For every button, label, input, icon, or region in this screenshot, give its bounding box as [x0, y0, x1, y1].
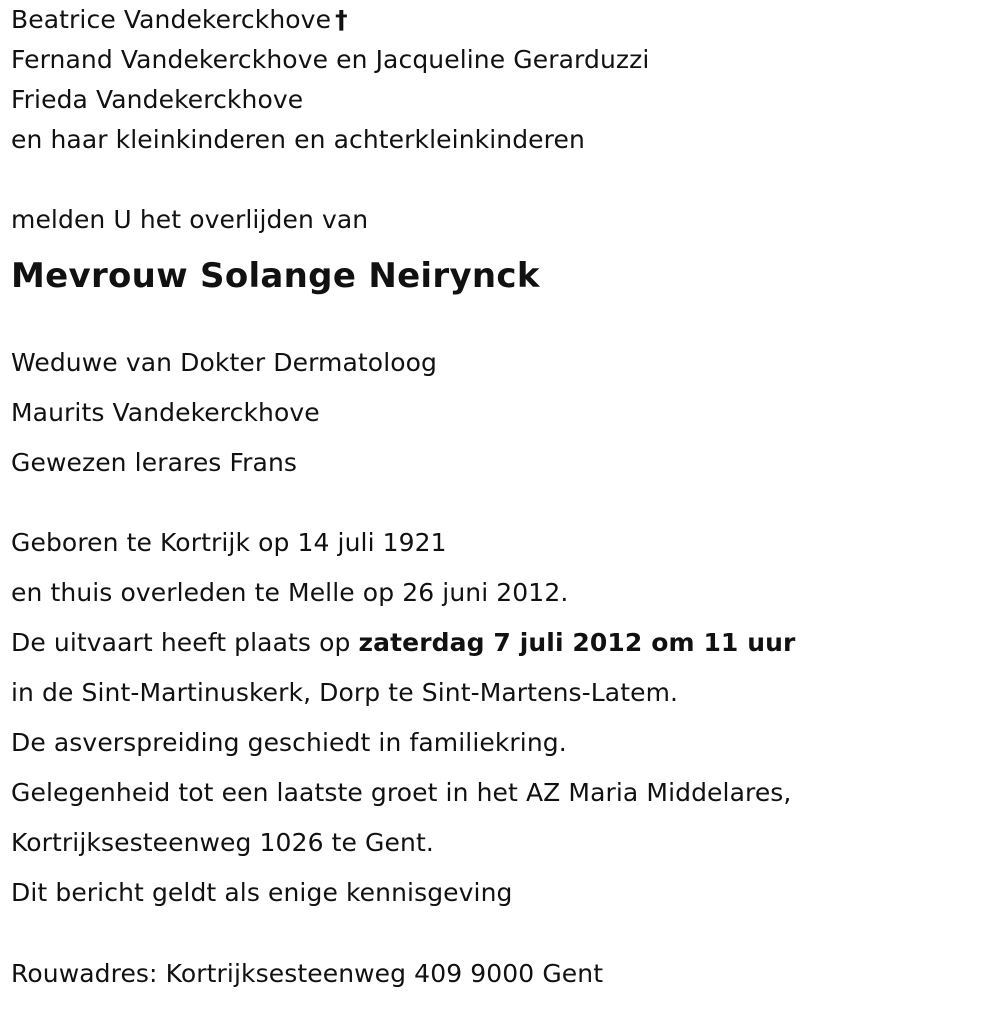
- titles-block: [11, 338, 991, 488]
- announce-text: melden U het overlijden van: [11, 205, 369, 234]
- title-line: Maurits Vandekerckhove: [11, 398, 320, 427]
- obituary-notice: [11, 0, 991, 999]
- notice-line: Dit bericht geldt als enige kennisgeving: [11, 878, 513, 907]
- ashes-line: De asverspreiding geschiedt in familiekring.: [11, 728, 567, 757]
- announcers-block: [11, 0, 991, 160]
- spacer: [11, 488, 991, 518]
- deceased-name: Mevrouw Solange Neirynck: [11, 256, 540, 296]
- birth-line: Geboren te Kortrijk op 14 juli 1921: [11, 528, 447, 557]
- announcer-line: [11, 0, 991, 40]
- announcer-line: Frieda Vandekerckhove: [11, 85, 304, 114]
- greeting-address-line: Kortrijksesteenweg 1026 te Gent.: [11, 828, 434, 857]
- announcer-name: Beatrice Vandekerckhove: [11, 5, 332, 34]
- funeral-prefix: De uitvaart heeft plaats op: [11, 628, 359, 657]
- title-line: Weduwe van Dokter Dermatoloog: [11, 348, 438, 377]
- church-line: in de Sint-Martinuskerk, Dorp te Sint-Martens-Latem.: [11, 678, 679, 707]
- details-block: [11, 518, 991, 918]
- announcer-line: en haar kleinkinderen en achterkleinkinderen: [11, 125, 585, 154]
- cross-icon: †: [335, 5, 348, 34]
- spacer: [11, 918, 991, 949]
- title-line: Gewezen lerares Frans: [11, 448, 298, 477]
- death-line: en thuis overleden te Melle op 26 juni 2012.: [11, 578, 569, 607]
- funeral-date: zaterdag 7 juli 2012 om 11 uur: [358, 628, 796, 657]
- funeral-line: [11, 618, 991, 668]
- spacer: [11, 300, 991, 338]
- mourning-address: Rouwadres: Kortrijksesteenweg 409 9000 Gent: [11, 959, 604, 988]
- greeting-line: Gelegenheid tot een laatste groet in het AZ Maria Middelares,: [11, 778, 792, 807]
- announcer-line: Fernand Vandekerckhove en Jacqueline Gerarduzzi: [11, 45, 650, 74]
- spacer: [11, 160, 991, 200]
